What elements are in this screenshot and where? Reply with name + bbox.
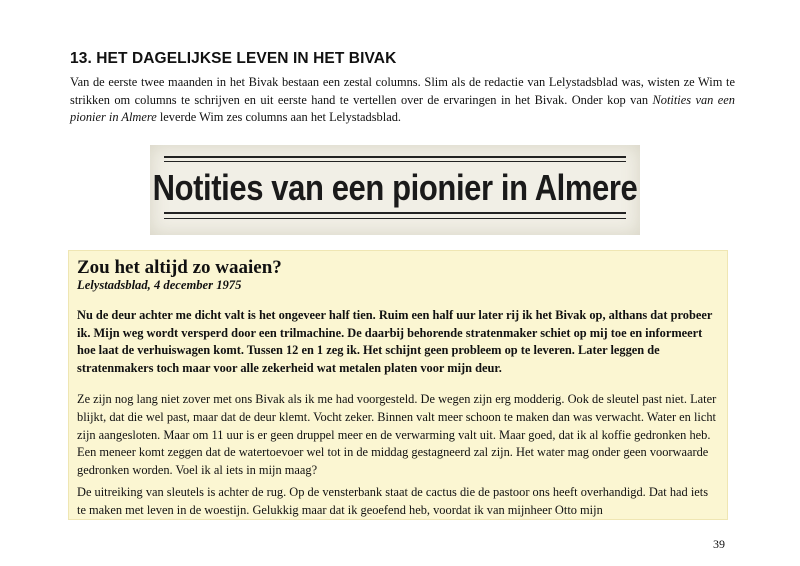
column-paragraph: Ze zijn nog lang niet zover met ons Bivak als ik me had voorgesteld. De wegen zijn erg modderig. Ook de sleutel past niet. Later blijkt, dat die wel past, maar dat de deur klemt. Vocht zeker. Binnen valt meer schoon te maken dan was verwacht. Water en licht zijn aangesloten. Maar om 11 uur is er geen druppel meer en de verwarming valt uit. Maar goed, dat ik al koffie gedronken heb. Een meneer komt zeggen dat de watertoevoer wel tot in de middag gestagneerd zal zijn. Het water mag onder geen voorwaarde gedronken worden. Voel ik al iets in mijn maag? [77, 392, 717, 477]
column-title: Zou het altijd zo waaien? [77, 257, 282, 278]
column-source: Lelystadsblad, 4 december 1975 [77, 278, 242, 292]
intro-italic-title: Notities van een pionier in Almere [70, 92, 735, 124]
column-paragraph: De uitreiking van sleutels is achter de rug. Op de vensterbank staat de cactus die de pastoor ons heeft overhandigd. Dat had iets te maken met leven in de woestijn. Gelukkig maar dat ik geoefend heb, voordat ik van mijnheer Otto mijn [77, 485, 709, 517]
page-number: 39 [713, 537, 725, 551]
clipping-rule-bottom-thin [164, 218, 626, 219]
intro-paragraph [70, 74, 735, 127]
column-box [68, 250, 728, 520]
clipping-rule-top [164, 156, 626, 158]
chapter-heading: 13. HET DAGELIJKSE LEVEN IN HET BIVAK [70, 50, 397, 67]
newspaper-clipping [150, 145, 640, 235]
column-body [77, 307, 719, 534]
intro-text-before: Van de eerste twee maanden in het Bivak bestaan een zestal columns. Slim als de redactie van Lelystadsblad was, wisten ze Wim te strikken om columns te schrijven en uit eerste hand te vertellen over de ervaringen in het Bivak. Onder kop van [70, 75, 735, 107]
intro-text-after: leverde Wim zes columns aan het Lelystadsblad. [156, 110, 401, 124]
column-paragraph-lead: Nu de deur achter me dicht valt is het ongeveer half tien. Ruim een half uur later rij ik het Bivak op, althans dat probeer ik. Mijn weg wordt versperd door een trilmachine. De daarbij behorende stratenmaker schiet op mij toe en informeert hoe laat de verhuiswagen komt. Tussen 12 en 1 zeg ik. Het schijnt geen probleem op te leveren. Later leggen de stratenmakers toch maar voor alle zekerheid wat metalen platen voor mijn deur. [77, 308, 713, 375]
clipping-masthead: Notities van een pionier in Almere [152, 166, 638, 209]
clipping-rule-top-thin [164, 161, 626, 162]
clipping-rule-bottom [164, 212, 626, 214]
